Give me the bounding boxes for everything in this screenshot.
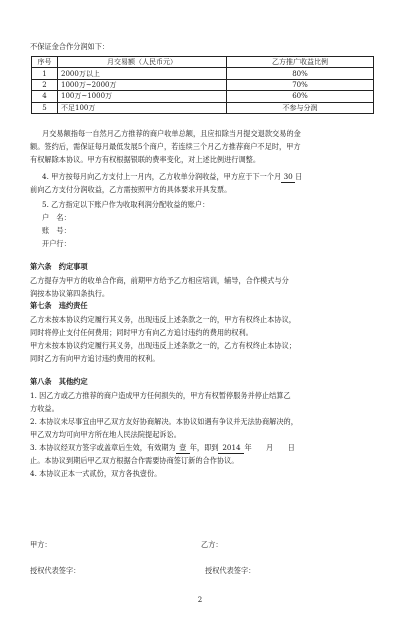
table-cell: 4 [32, 91, 58, 102]
term-text: 3. 本协议经双方签字或盖章后生效，有效期为 [30, 443, 176, 452]
section8-line: 甲乙双方均可向甲方所在地人民法院提起诉讼。 [30, 430, 181, 439]
table-header-row [32, 57, 374, 68]
term-years: 壹 [176, 443, 190, 454]
section8-term-line [30, 443, 295, 454]
section7-title: 第七条 违约责任 [30, 301, 88, 310]
table-row [32, 102, 374, 113]
term-text: 年，即到 [189, 443, 219, 452]
term-text: 年 月 日 [244, 443, 295, 452]
table-cell: 5 [32, 102, 58, 113]
section8-line: 2. 本协议未尽事宜由甲乙双方友好协商解决。本协议如遇有争议并无法协商解决的， [30, 417, 298, 426]
intro-text: 不保证金合作分润如下： [30, 42, 110, 51]
party-b-label: 乙方： [201, 540, 223, 549]
section7-line: 同时将停止支付任何费用；同时甲方有向乙方追讨违约的费用的权利。 [30, 328, 253, 337]
para1-line: 月交易额指每一自然月乙方推荐的商户收单总额，且应扣除当月提交退款交易的金 [42, 129, 301, 138]
table-row [32, 68, 374, 79]
clause4-text: 日 [295, 172, 303, 181]
table-header-cell: 月交易额（人民币元） [58, 57, 227, 68]
table-cell: 80% [227, 68, 374, 79]
section8-line4: 4. 本协议正本一式贰份，双方各执壹份。 [30, 469, 162, 478]
table-header-cell: 序号 [32, 57, 58, 68]
page-number: 2 [197, 596, 203, 604]
revenue-share-table [31, 56, 374, 114]
account-number-label: 账 号： [42, 226, 71, 235]
section8-term-tail: 止。本协议到期后甲乙双方根据合作需要协商签订新的合作协议。 [30, 456, 239, 465]
account-name-label: 户 名： [42, 213, 71, 222]
table-cell: 不参与分润 [227, 102, 374, 113]
party-a-label: 甲方： [30, 540, 52, 549]
section8-line: 方收益。 [30, 404, 59, 413]
section6-title: 第六条 约定事项 [30, 262, 88, 271]
account-bank-label: 开户行： [42, 239, 71, 248]
party-a-rep-label: 授权代表签字： [30, 566, 81, 575]
table-cell: 70% [227, 79, 374, 90]
section7-line: 甲方未按本协议约定履行其义务，出现违反上述条款之一的，乙方有权终止本协议； [30, 341, 296, 350]
table-cell: 2000万以上 [58, 68, 227, 79]
para1-line: 额。签约后，需保证每月最低发展5个商户，若连续三个月乙方推荐商户不足时，甲方 [30, 142, 301, 151]
table-cell: 1000万~2000万 [58, 79, 227, 90]
table-cell: 1 [32, 68, 58, 79]
section8-line: 1. 因乙方或乙方推荐的商户造成甲方任何损失的，甲方有权暂停服务并停止结算乙 [30, 391, 291, 400]
table-row [32, 91, 374, 102]
clause5-text: 5. 乙方指定以下账户作为收取利润分配收益的账户： [42, 200, 210, 209]
clause4-text: 4. 甲方按每月向乙方支付上一月内，乙方收单分润收益，甲方应于下一个月 [42, 172, 282, 181]
section7-line: 同时乙方有向甲方追讨违约费用的权利。 [30, 354, 160, 363]
payment-day: 30 [281, 172, 295, 183]
section6-line: 乙方提存为甲方的收单合作商，前期甲方给予乙方相应培训，辅导，合作模式与分 [30, 276, 289, 285]
table-cell: 2 [32, 79, 58, 90]
section6-line: 润按本协议第四条执行。 [30, 289, 110, 298]
table-cell: 60% [227, 91, 374, 102]
clause4-line1 [42, 172, 302, 183]
table-cell: 100万~1000万 [58, 91, 227, 102]
table-header-cell: 乙方推广收益比例 [227, 57, 374, 68]
section8-title: 第八条 其他约定 [30, 377, 88, 386]
table-cell: 不足100万 [58, 102, 227, 113]
section7-line: 乙方未按本协议约定履行其义务，出现违反上述条款之一的，甲方有权终止本协议， [30, 315, 296, 324]
term-end-year: 2014 [218, 443, 244, 454]
clause4-line2: 前向乙方支付分润收益，乙方需按照甲方的具体要求开具发票。 [30, 185, 232, 194]
party-b-rep-label: 授权代表签字： [205, 566, 256, 575]
table-row [32, 79, 374, 90]
para1-line: 有权解除本协议。甲方有权根据银联的费率变化，对上述比例进行调整。 [30, 155, 261, 164]
